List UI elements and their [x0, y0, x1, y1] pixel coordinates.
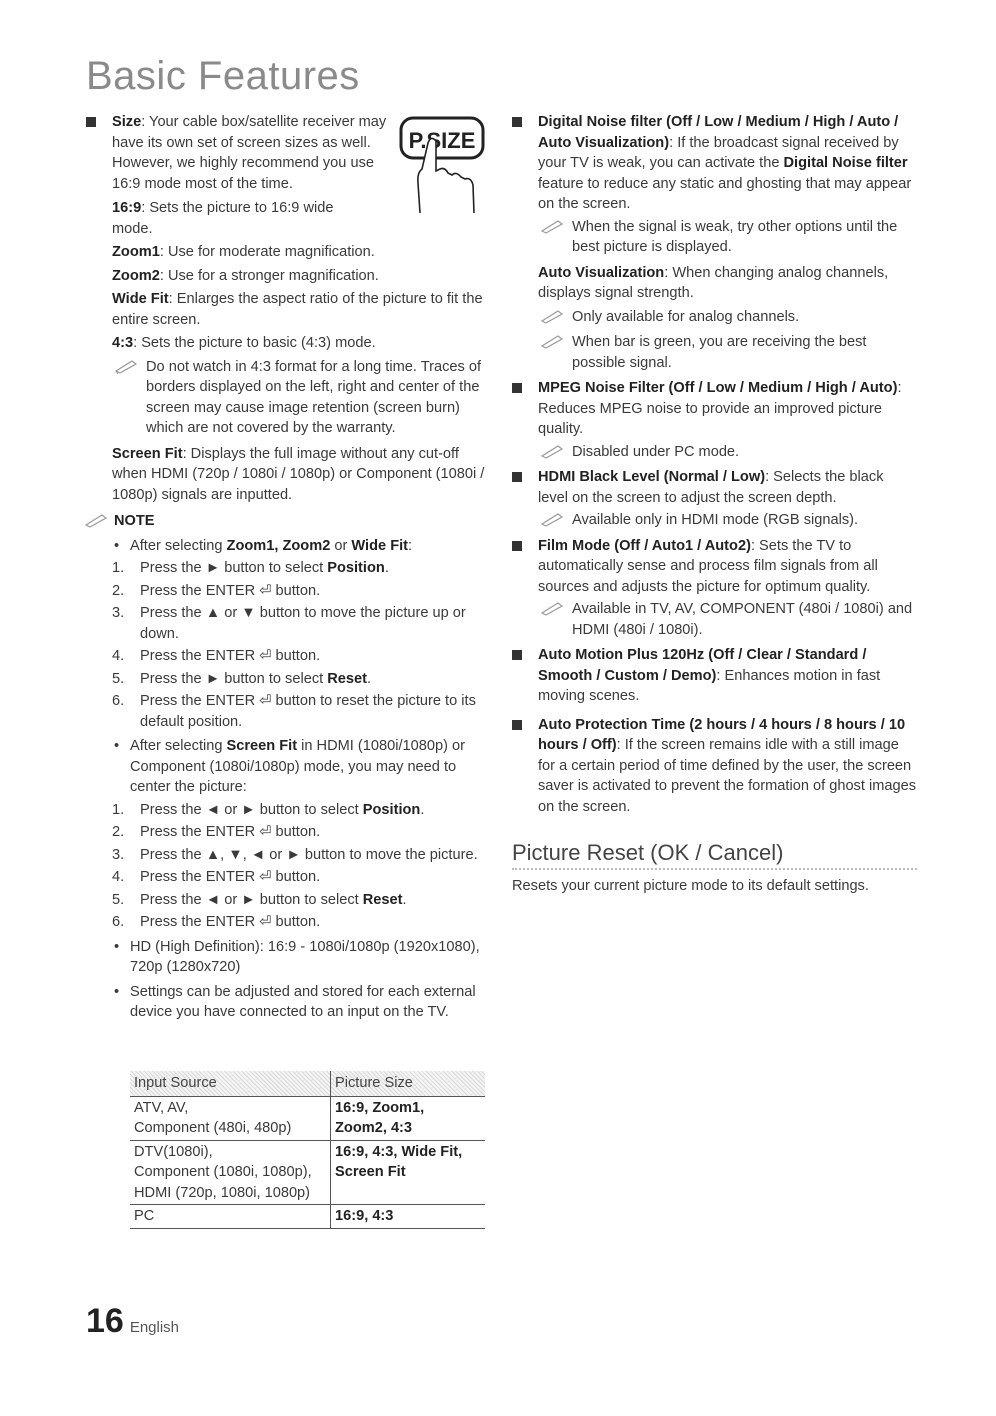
step-number: 1.: [112, 801, 125, 818]
note-pencil-icon: [540, 600, 566, 616]
hdmi-section: [512, 467, 917, 531]
table-cell-source: [130, 1140, 331, 1205]
note-text: Available in TV, AV, COMPONENT (480i / 1080i) and HDMI (480i / 1080i).: [572, 601, 913, 638]
bullet-screenfit: [112, 736, 486, 933]
note-header-text: NOTE: [114, 513, 155, 529]
table-row: [130, 1140, 485, 1205]
step-item: [112, 800, 486, 821]
note-text: Do not watch in 4:3 format for a long time. Traces of borders displayed on the left, right and center of the screen may cause image retention (screen burn) which are not covered by the warranty.: [146, 358, 482, 436]
step-text: Press the ENTER ⏎ button.: [140, 824, 321, 840]
step-number: 4.: [112, 648, 125, 664]
apt-section: [512, 715, 917, 818]
bullet-bold: Zoom1, Zoom2: [226, 537, 331, 554]
mode-43: [112, 333, 486, 354]
bullet-zoom: [112, 536, 486, 733]
mode-text: : Sets the picture to basic (4:3) mode.: [133, 335, 376, 351]
step-text: Press the ◄ or ► button to select: [140, 801, 363, 818]
mode-text: : Use for a stronger magnification.: [159, 267, 379, 284]
note-text: When the signal is weak, try other options until the best picture is displayed.: [572, 218, 898, 255]
page-title: Basic Features: [86, 54, 360, 98]
note-text: Disabled under PC mode.: [572, 443, 740, 460]
bullet-bold: Wide Fit: [351, 537, 409, 554]
mode-label: 16:9: [112, 200, 142, 216]
psize-label: P.SIZE: [408, 128, 476, 153]
bullet-text: After selecting: [130, 738, 227, 754]
picture-reset-heading: Picture Reset (OK / Cancel): [512, 843, 917, 870]
step-text: Press the ENTER ⏎ button.: [140, 582, 321, 599]
note: [538, 599, 917, 640]
step-number: 5.: [112, 891, 125, 908]
step-item: [112, 646, 486, 667]
item-text: : If the screen remains idle with a still image for a certain period of time defined by the user, the screen saver is activated to prevent the formation of ghost images on the screen.: [538, 737, 917, 815]
bullet-text: :: [408, 537, 413, 554]
film-section: [512, 536, 917, 641]
table-cell-size: [331, 1205, 486, 1229]
step-text: .: [420, 801, 425, 818]
cell-text: DTV(1080i), Component (1080i, 1080p), HDMI (720p, 1080i, 1080p): [134, 1143, 312, 1201]
note-43: [112, 357, 486, 439]
step-number: 2.: [112, 582, 125, 599]
left-column: [86, 112, 486, 1027]
step-item: [112, 669, 486, 690]
step-item: [112, 867, 486, 888]
mode-label: 4:3: [112, 335, 134, 351]
cell-text: 16:9, 4:3: [335, 1208, 394, 1224]
right-column: [512, 112, 917, 899]
bullet-square-icon: [512, 720, 522, 730]
mode-label: Screen Fit: [112, 445, 183, 462]
step-text: Press the ENTER ⏎ button to reset the picture to its default position.: [140, 693, 476, 730]
table-row: [130, 1205, 485, 1229]
table-cell-size: [331, 1140, 486, 1205]
picture-size-table: [130, 1071, 485, 1229]
dnf-section: [512, 112, 917, 373]
size-text: : Your cable box/satellite receiver may have its own set of screen sizes as well. However, we highly recommend you use 16:9 mode most of the time.: [112, 114, 387, 192]
note-pencil-icon: [540, 218, 566, 234]
item-label: Auto Visualization: [538, 264, 665, 281]
step-number: 1.: [112, 560, 125, 576]
item-label: Film Mode (Off / Auto1 / Auto2): [538, 537, 751, 554]
table-header: Input Source: [130, 1071, 331, 1096]
step-bold: Reset: [327, 670, 367, 687]
step-number: 3.: [112, 846, 125, 863]
bullet-text: After selecting: [130, 537, 227, 554]
bullet-dot-icon: •: [114, 537, 120, 554]
cell-text: PC: [134, 1208, 155, 1224]
step-text: Press the ENTER ⏎ button.: [140, 869, 321, 885]
step-item: [112, 822, 486, 843]
step-text: .: [402, 891, 407, 908]
bullet-text: in HDMI (1080i/1080p) or Component (1080i/1080p) mode, you may need to center the picture:: [130, 738, 466, 795]
mode-zoom2: [112, 266, 486, 287]
item-text: : Selects the black level on the screen to adjust the screen depth.: [538, 469, 884, 506]
item-text: : Sets the TV to automatically sense and process film signals from all sources and adjusts the picture for optimum quality.: [538, 537, 878, 595]
page-number: 16: [86, 1302, 124, 1340]
mode-169: [112, 198, 352, 239]
mode-label: Zoom1: [112, 244, 160, 260]
step-number: 2.: [112, 824, 125, 840]
step-number: 6.: [112, 914, 125, 930]
note-header: [86, 511, 486, 532]
step-number: 6.: [112, 693, 125, 709]
mpeg-section: [512, 378, 917, 462]
mode-screenfit: [112, 444, 486, 506]
table-cell-source: [130, 1205, 331, 1229]
mode-text: : Use for moderate magnification.: [159, 244, 375, 260]
steps-screenfit: [112, 800, 486, 933]
item-label: Auto Protection Time (2 hours / 4 hours / 8 hours / 10 hours / Off): [538, 716, 906, 753]
step-item: [112, 691, 486, 732]
size-label: Size: [112, 114, 142, 130]
bullet-bold: Screen Fit: [226, 738, 298, 754]
mode-label: Wide Fit: [112, 291, 169, 307]
note-pencil-icon: [114, 358, 140, 374]
note: [538, 510, 917, 531]
note: [538, 442, 917, 463]
note-pencil-icon: [84, 512, 110, 528]
step-number: 3.: [112, 605, 125, 621]
picture-reset-text: Resets your current picture mode to its default settings.: [512, 877, 869, 894]
bullet-square-icon: [512, 472, 522, 482]
item-label: MPEG Noise Filter (Off / Low / Medium / High / Auto): [538, 380, 898, 396]
item-label: Digital Noise filter (Off / Low / Medium / High / Auto / Auto Visualization): [538, 114, 899, 151]
bullet-text: Settings can be adjusted and stored for each external device you have connected to an input on the TV.: [130, 983, 476, 1020]
step-text: .: [384, 560, 389, 576]
cell-text: ATV, AV, Component (480i, 480p): [134, 1099, 292, 1136]
mode-text: : Enlarges the aspect ratio of the picture to fit the entire screen.: [112, 291, 483, 328]
step-item: [112, 845, 486, 866]
note-pencil-icon: [540, 511, 566, 527]
bullet-square-icon: [512, 117, 522, 127]
step-bold: Position: [327, 560, 385, 576]
bullet-dot-icon: •: [114, 738, 120, 754]
item-label: HDMI Black Level (Normal / Low): [538, 469, 766, 485]
mode-label: Zoom2: [112, 267, 160, 284]
mode-text: : Sets the picture to 16:9 wide mode.: [112, 200, 334, 237]
step-text: Press the ◄ or ► button to select: [140, 891, 363, 908]
step-bold: Reset: [362, 891, 403, 908]
step-text: Press the ► button to select: [140, 670, 328, 687]
bullet-settings: [112, 982, 486, 1023]
bullet-dot-icon: •: [114, 938, 120, 955]
size-modes: [86, 198, 486, 505]
item-text: : Reduces MPEG noise to provide an improved picture quality.: [538, 380, 902, 437]
step-text: .: [366, 670, 372, 687]
note-pencil-icon: [540, 308, 566, 324]
item-bold: Digital Noise filter: [783, 155, 908, 171]
bullet-square-icon: [512, 541, 522, 551]
step-item: [112, 890, 486, 911]
item-text: : If the broadcast signal received by your TV is weak, you can activate the: [538, 134, 899, 171]
note: [538, 332, 917, 373]
table-cell-source: [130, 1096, 331, 1140]
bullet-square-icon: [512, 383, 522, 393]
note-pencil-icon: [540, 443, 566, 459]
bullet-dot-icon: •: [114, 983, 120, 1000]
steps-zoom: [112, 558, 486, 732]
page-footer: [86, 1302, 179, 1341]
language-label: English: [129, 1319, 180, 1336]
item-text: : Enhances motion in fast moving scenes.: [538, 667, 881, 704]
amp-section: [512, 645, 917, 707]
note: [538, 307, 917, 328]
step-text: Press the ENTER ⏎ button.: [140, 648, 321, 664]
step-item: [112, 581, 486, 602]
item-label: Auto Motion Plus 120Hz (Off / Clear / Standard / Smooth / Custom / Demo): [538, 647, 867, 684]
cell-text: 16:9, Zoom1, Zoom2, 4:3: [335, 1099, 425, 1136]
step-item: [112, 558, 486, 579]
size-section: [86, 112, 397, 194]
step-item: [112, 603, 486, 644]
step-text: Press the ▲ or ▼ button to move the picture up or down.: [140, 605, 466, 642]
mode-zoom1: [112, 242, 486, 263]
item-text: : When changing analog channels, displays signal strength.: [538, 264, 889, 301]
bullet-text: HD (High Definition): 16:9 - 1080i/1080p (1920x1080), 720p (1280x720): [130, 938, 480, 975]
bullet-text: or: [330, 537, 352, 554]
step-number: 4.: [112, 869, 125, 885]
item-text: feature to reduce any static and ghosting that may appear on the screen.: [538, 175, 912, 212]
bullet-square-icon: [86, 117, 96, 127]
table-cell-size: [331, 1096, 486, 1140]
autovis: [538, 263, 917, 304]
mode-widefit: [112, 289, 486, 330]
step-bold: Position: [362, 801, 421, 818]
step-text: Press the ENTER ⏎ button.: [140, 914, 321, 930]
note-pencil-icon: [540, 333, 566, 349]
note-text: When bar is green, you are receiving the best possible signal.: [572, 334, 867, 371]
step-text: Press the ► button to select: [140, 560, 328, 576]
note-text: Only available for analog channels.: [572, 308, 800, 325]
step-number: 5.: [112, 670, 125, 687]
cell-text: 16:9, 4:3, Wide Fit, Screen Fit: [335, 1143, 463, 1180]
step-text: Press the ▲, ▼, ◄ or ► button to move the picture.: [140, 846, 478, 863]
note-text: Available only in HDMI mode (RGB signals).: [572, 512, 859, 528]
note: [538, 217, 917, 258]
step-item: [112, 912, 486, 933]
bullet-square-icon: [512, 650, 522, 660]
table-header: Picture Size: [331, 1071, 486, 1096]
mode-text: : Displays the full image without any cut-off when HDMI (720p / 1080i / 1080p) or Component (1080i / 1080p) signals are inputted.: [112, 445, 485, 503]
bullet-hd: [112, 937, 486, 978]
table-row: [130, 1096, 485, 1140]
